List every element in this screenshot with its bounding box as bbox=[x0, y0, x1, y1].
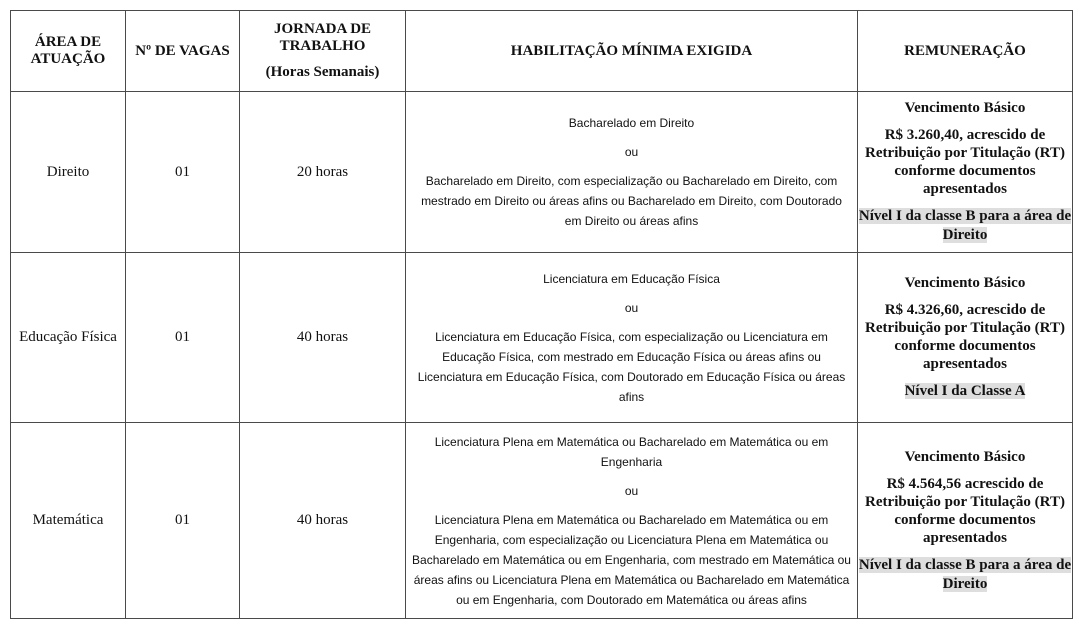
table-row bbox=[11, 92, 1073, 253]
vencimento-value: R$ 4.564,56 acrescido de Retribuição por Titulação (RT) conforme documentos apresentados bbox=[865, 475, 1065, 546]
cell-vagas: 01 bbox=[126, 92, 240, 253]
habilitacao-primary: Bacharelado em Direito bbox=[568, 116, 695, 130]
header-remuneracao: REMUNERAÇÃO bbox=[858, 11, 1073, 92]
habilitacao-or: ou bbox=[624, 483, 639, 498]
cell-remuneracao bbox=[858, 253, 1073, 423]
vencimento-label: Vencimento Básico bbox=[904, 448, 1026, 465]
cell-habilitacao bbox=[406, 423, 858, 619]
header-row bbox=[11, 11, 1073, 92]
cell-area: Matemática bbox=[11, 423, 126, 619]
vencimento-value: R$ 4.326,60, acrescido de Retribuição por Titulação (RT) conforme documentos apresentados bbox=[865, 302, 1065, 372]
habilitacao-alternatives: Bacharelado em Direito, com especialização ou Bacharelado em Direito, com mestrado em Direito ou áreas afins ou Bacharelado em Direito, com Doutorado em Direito ou áreas afins bbox=[421, 174, 842, 228]
cell-remuneracao bbox=[858, 92, 1073, 253]
header-jornada bbox=[240, 11, 406, 92]
cell-area: Direito bbox=[11, 92, 126, 253]
header-jornada-subtitle: (Horas Semanais) bbox=[265, 64, 380, 80]
habilitacao-or: ou bbox=[624, 300, 639, 315]
habilitacao-or: ou bbox=[624, 145, 639, 159]
cell-vagas: 01 bbox=[126, 253, 240, 423]
habilitacao-primary: Licenciatura em Educação Física bbox=[543, 271, 720, 286]
table-row bbox=[11, 253, 1073, 423]
header-habilitacao: HABILITAÇÃO MÍNIMA EXIGIDA bbox=[406, 11, 858, 92]
nivel-highlight: Nível I da classe B para a área de Direito bbox=[858, 208, 1072, 243]
header-vagas: Nº DE VAGAS bbox=[126, 11, 240, 92]
cell-jornada: 40 horas bbox=[240, 423, 406, 619]
nivel-highlight: Nível I da Classe A bbox=[904, 383, 1026, 399]
cell-area: Educação Física bbox=[11, 253, 126, 423]
header-jornada-title: JORNADA DE TRABALHO bbox=[273, 21, 372, 54]
vencimento-label: Vencimento Básico bbox=[904, 100, 1026, 116]
cell-habilitacao bbox=[406, 92, 858, 253]
vacancy-table bbox=[10, 10, 1073, 619]
cell-jornada: 20 horas bbox=[240, 92, 406, 253]
vencimento-value: R$ 3.260,40, acrescido de Retribuição por Titulação (RT) conforme documentos apresentados bbox=[865, 127, 1065, 197]
habilitacao-primary: Licenciatura Plena em Matemática ou Bacharelado em Matemática ou em Engenharia bbox=[434, 434, 829, 469]
cell-vagas: 01 bbox=[126, 423, 240, 619]
cell-remuneracao bbox=[858, 423, 1073, 619]
cell-habilitacao bbox=[406, 253, 858, 423]
table-row bbox=[11, 423, 1073, 619]
header-area: ÁREA DE ATUAÇÃO bbox=[11, 11, 126, 92]
vencimento-label: Vencimento Básico bbox=[904, 275, 1026, 291]
nivel-highlight: Nível I da classe B para a área de Direito bbox=[858, 556, 1072, 592]
habilitacao-alternatives: Licenciatura Plena em Matemática ou Bacharelado em Matemática ou em Engenharia, com especialização ou Licenciatura Plena em Matemática ou Bacharelado em Matemática ou em Engenharia, com mestrado em Matemática ou áreas afins ou Licenciatura Plena em Matemática ou Bacharelado em Matemática ou em Engenharia, com Doutorado em Matemática ou áreas afins bbox=[412, 512, 851, 607]
habilitacao-alternatives: Licenciatura em Educação Física, com especialização ou Licenciatura em Educação Física, com mestrado em Educação Física ou áreas afins ou Licenciatura em Educação Física, com Doutorado em Educação Física ou áreas afins bbox=[417, 329, 846, 404]
cell-jornada: 40 horas bbox=[240, 253, 406, 423]
